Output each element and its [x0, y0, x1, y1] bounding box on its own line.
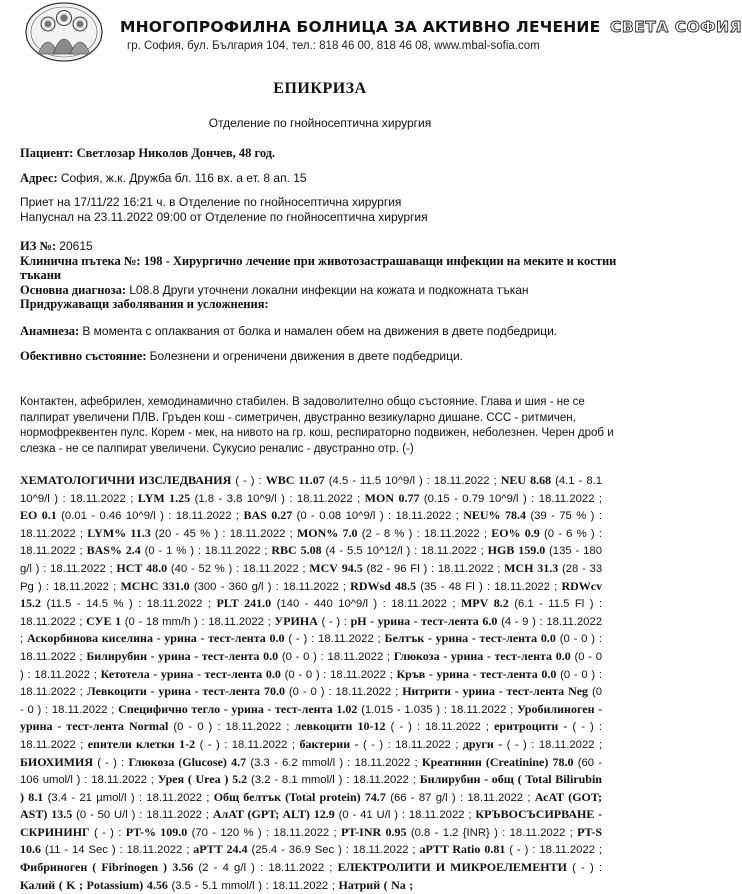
- lab-item-value: 1: [115, 613, 122, 628]
- lab-item-value: 13.5: [51, 807, 73, 822]
- lab-item-ref: ( - ): [572, 721, 594, 734]
- lab-item: [213, 789, 535, 804]
- patient-label: Пациент:: [20, 146, 74, 160]
- diagnosis-value: L08.8 Други уточнени локални инфекции на кожата и подкожната тъкан: [129, 283, 529, 297]
- lab-item-value: 8.2: [493, 596, 509, 611]
- lab-item-ref: (0 - 0 ): [173, 721, 213, 734]
- lab-item-ref: (0 - 1 % ): [144, 545, 194, 558]
- iz-label: ИЗ №:: [20, 239, 57, 253]
- lab-item-name: BAS: [243, 508, 267, 523]
- lab-item-date: : 18.11.2022 ;: [401, 809, 472, 822]
- lab-item-ref: ( - ): [390, 721, 412, 734]
- lab-item: [100, 666, 397, 681]
- lab-item-ref: (28 - 33 Pg ): [20, 562, 603, 593]
- lab-item-ref: (300 - 360 g/l ): [193, 580, 272, 593]
- lab-item-value: 0.0: [540, 631, 556, 646]
- lab-item-date: : 18.11.2022 ;: [323, 668, 393, 681]
- lab-item-date: : 18.11.2022 ;: [45, 703, 115, 716]
- lab-item-value: 1.02: [336, 701, 358, 716]
- document-title: ЕПИКРИЗА: [273, 80, 367, 97]
- lab-item-name: MON: [364, 490, 394, 505]
- lab-item-name: MCH: [504, 560, 534, 575]
- lab-item-date: : 18.11.2022 ;: [20, 721, 602, 751]
- lab-item-name: aPTT: [193, 842, 223, 857]
- lab-item-name: pH - урина - тест-лента: [350, 613, 479, 628]
- lab-item-value: 5.2: [232, 772, 248, 787]
- lab-item-date: : 18.11.2022 ;: [328, 686, 399, 699]
- lab-item-date: : 18.11.2022 ;: [443, 703, 514, 716]
- lab-item-ref: (0 - 0 ): [284, 668, 320, 681]
- lab-item: [20, 754, 128, 769]
- lab-item-name: PT-INR: [340, 824, 382, 839]
- lab-item-ref: (20 - 45 % ): [154, 527, 219, 540]
- lab-item-date: : 18.11.2022 ;: [20, 615, 603, 646]
- lab-item-value: 6.0: [482, 613, 498, 628]
- lab-item-date: : 18.11.2022 ;: [84, 774, 154, 787]
- lab-item-value: Neg: [568, 684, 589, 699]
- lab-item-ref: (1.015 - 1.035 ): [361, 703, 441, 716]
- lab-item-date: : 18.11.2022 ;: [201, 615, 271, 628]
- lab-item: [20, 862, 338, 874]
- lab-item-value: -: [563, 719, 568, 734]
- lab-item-value: 10.6: [20, 842, 41, 857]
- address-value: София, ж.к. Дружба бл. 116 вх. а ет. 8 ап. 15: [60, 171, 307, 185]
- diagnosis-line: [20, 283, 529, 298]
- lab-item: [116, 560, 309, 575]
- lab-item-value: 0.77: [398, 490, 420, 505]
- lab-item-ref: (11 - 14 Sec ): [44, 844, 116, 857]
- lab-item-ref: (135 - 180 g/l ): [20, 545, 602, 575]
- lab-item-name: NEU%: [463, 508, 501, 523]
- lab-item-value: 5.08: [300, 543, 322, 558]
- lab-item-value: 0.81: [484, 842, 506, 857]
- anamnesis-value: В момента с оплаквания от болка и намален обем на движения в двете подбедрици.: [82, 324, 558, 338]
- lab-item-date: : 18.11.2022 ;: [486, 580, 558, 593]
- lab-item-value: Normal: [128, 719, 169, 734]
- address-line: [20, 171, 307, 186]
- lab-item-ref: (0 - 50 U/l ): [76, 809, 136, 822]
- lab-item-name: Уробилиноген - урина - тест-лента: [20, 701, 603, 734]
- hospital-address: гр. София, бул. България 104, тел.: 818 46 00, 818 46 08, www.mbal-sofia.com: [127, 40, 540, 52]
- lab-item-ref: (140 - 440 10^9/l ): [276, 598, 378, 611]
- lab-item-name: EO%: [491, 525, 521, 540]
- lab-item-value: 1-2: [179, 736, 196, 751]
- lab-item-value: 0.0: [263, 648, 279, 663]
- lab-item-name: HCT: [116, 560, 143, 575]
- patient-line: [20, 146, 275, 161]
- lab-item-date: : 18.11.2022 ;: [502, 826, 573, 839]
- lab-item-name: бактерии: [299, 736, 351, 751]
- lab-item-ref: (0 - 18 mm/h ): [124, 615, 198, 628]
- lab-item-name: Специфично тегло - урина - тест-лента: [118, 701, 333, 716]
- lab-item: [338, 877, 414, 892]
- lab-item-name: MCHC: [120, 578, 159, 593]
- lab-item-date: : 18.11.2022 ;: [346, 774, 416, 787]
- hema-section-sign: ( - ) :: [235, 475, 262, 487]
- lab-item-date: : 18.11.2022 ;: [197, 545, 268, 558]
- lab-item-date: : 18.11.2022 ;: [20, 527, 602, 558]
- lab-item-value: 0.95: [385, 824, 407, 839]
- lab-item-ref: (0.8 - 1.2 {INR} ): [410, 826, 498, 839]
- lab-item-name: MPV: [460, 596, 489, 611]
- lab-item-ref: (6.1 - 11.5 Fl ): [514, 598, 594, 611]
- lab-item-name: Левкоцити - урина - тест-лента: [86, 684, 260, 699]
- lab-item-ref: (0 - 0 ): [288, 686, 325, 699]
- lab-item-date: : 18.11.2022 ;: [320, 650, 391, 663]
- admitted-line: Приет на 17/11/22 16:21 ч. в Отделение по гнойносептична хирургия: [20, 195, 402, 209]
- lab-results: [20, 472, 602, 894]
- lab-item-date: : 18.11.2022 ;: [345, 844, 416, 857]
- lab-items: [20, 475, 602, 892]
- lab-item-ref: ( - ) :: [94, 826, 122, 839]
- lab-item: [27, 633, 385, 645]
- lab-item-ref: (82 - 96 Fl ): [366, 562, 428, 575]
- lab-item-ref: (39 - 75 % ): [530, 510, 595, 523]
- lab-item: [350, 578, 561, 593]
- lab-item-date: 18.11.2022 ;: [539, 844, 603, 857]
- lab-item-name: Нитрити - урина - тест-лента: [402, 684, 565, 699]
- lab-item-name: КРЪВОСЪСИРВАНЕ - СКРИНИНГ: [20, 807, 603, 839]
- lab-item-name: Глюкоза (Glucose): [128, 754, 227, 769]
- lab-item-name: WBC: [265, 473, 295, 487]
- lab-item-value: 0.1: [41, 508, 57, 523]
- lab-item: [462, 736, 603, 751]
- lab-item: [87, 545, 272, 557]
- lab-item-value: 74.7: [364, 789, 386, 804]
- lab-item-name: MCV: [309, 560, 338, 575]
- lab-item-value: -: [354, 736, 359, 751]
- lab-item-ref: (0 - 0.08 10^9/l ): [296, 510, 384, 523]
- lab-item-value: -: [498, 736, 503, 751]
- lab-item-value: 11.07: [298, 473, 325, 487]
- anamnesis-label: Анамнеза:: [20, 324, 80, 338]
- lab-item-value: 78.0: [552, 754, 574, 769]
- lab-item-name: Урея ( Urea ): [157, 772, 229, 787]
- lab-item-value: 0.27: [271, 508, 293, 523]
- lab-item-name: RDWsd: [350, 578, 391, 593]
- lab-item-name: Креатинин (Creatinine): [421, 754, 549, 769]
- physical-status: Контактен, афебрилен, хемодинамично стабилен. В задоволително общо състояние. Глава и шия - не се палпират увеличени ПЛВ. Гръден кош - симетричен, двустранно везикуларно дишане. ССС - ритмичен, нормофреквентен пулс. Корем - мек, на нивото на гр. кош, респираторно подвижен, неболезнен. Черен дроб и слезка - не се палпират увеличени. Сукусио реналис - двустранно отр. (-): [20, 396, 614, 455]
- patient-value: Светлозар Николов Дончев, 48 год.: [76, 146, 276, 160]
- lab-item-ref: (1.8 - 3.8 10^9/l ): [194, 492, 285, 505]
- lab-item-value: 48.5: [395, 578, 417, 593]
- lab-item-name: Общ белтък (Total protein): [213, 789, 361, 804]
- lab-item-value: 4.56: [146, 877, 168, 892]
- lab-item-value: 4.7: [231, 754, 247, 769]
- lab-item-date: : 18.11.2022 ;: [217, 721, 290, 734]
- lab-item-value: 0.0: [269, 631, 285, 646]
- lab-item-date: : 18.11.2022 ;: [20, 633, 602, 663]
- lab-item: [420, 844, 603, 856]
- lab-item-date: : 18.11.2022 ;: [387, 738, 459, 751]
- lab-item-ref: (0 - 0 ): [560, 668, 596, 681]
- lab-item-date: : 18.11.2022 ;: [531, 492, 603, 505]
- lab-item-name: СУЕ: [86, 613, 112, 628]
- lab-item-name: Кръв - урина - тест-лента: [396, 666, 538, 681]
- iz-line: [20, 239, 93, 254]
- lab-item-value: 159.0: [518, 543, 546, 558]
- hospital-name-text: МНОГОПРОФИЛНА БОЛНИЦА ЗА АКТИВНО ЛЕЧЕНИЕ: [120, 18, 601, 36]
- lab-item: [193, 844, 419, 856]
- lab-item-value: 331.0: [162, 578, 190, 593]
- lab-item: [20, 510, 243, 522]
- lab-item-name: епители клетки: [87, 736, 175, 751]
- lab-item: [158, 774, 420, 786]
- lab-item: [125, 824, 341, 839]
- lab-item: [274, 613, 350, 628]
- lab-item-name: Билирубин - урина - тест-лента: [86, 648, 260, 663]
- lab-item-name: EO: [20, 508, 38, 523]
- lab-item-date: : 18.11.2022 ;: [347, 756, 418, 769]
- lab-item: [86, 648, 394, 663]
- hospital-brand: СВЕТА СОФИЯ: [610, 18, 742, 36]
- lab-item-name: УРИНА: [274, 613, 318, 628]
- lab-item-name: Натрий ( Na ;: [338, 877, 414, 892]
- lab-item-date: : 18.11.2022 ;: [459, 791, 531, 804]
- lab-item-name: MON%: [296, 525, 339, 540]
- objective-line: [20, 349, 463, 364]
- lab-item-value: 15.2: [20, 596, 41, 611]
- lab-item-name: PT-S: [577, 824, 603, 839]
- lab-item-date: : 18.11.2022 ;: [138, 598, 212, 611]
- lab-item-value: 70.0: [263, 684, 285, 699]
- lab-item-name: NEU: [500, 473, 527, 487]
- lab-item-ref: ( - ) :: [97, 756, 125, 769]
- lab-item: [137, 490, 365, 505]
- lab-item-date: : 18.11.2022 ;: [62, 492, 134, 505]
- lab-item: [309, 560, 504, 575]
- iz-value: 20615: [59, 239, 93, 253]
- lab-item-value: 0.0: [265, 666, 281, 681]
- lab-item-value: 109.0: [160, 824, 188, 839]
- lab-item-ref: (4 - 5.5 10^12/l ): [325, 545, 411, 558]
- lab-item-ref: (25.4 - 36.9 Sec ): [251, 844, 342, 857]
- lab-item-name: други: [462, 736, 494, 751]
- lab-item-value: 0.0: [555, 648, 571, 663]
- lab-item: [266, 475, 501, 487]
- lab-item-date: : 18.11.2022 ;: [430, 562, 501, 575]
- lab-item-ref: (66 - 87 g/l ): [390, 791, 456, 804]
- lab-item-ref: (0 - 41 U/l ): [338, 809, 398, 822]
- anamnesis-line: [20, 324, 557, 339]
- lab-item-ref: ( - ) :: [509, 844, 536, 857]
- lab-item-date: : 18.11.2022 ;: [27, 668, 97, 681]
- lab-item-value: 78.4: [504, 508, 526, 523]
- objective-label: Обективно състояние:: [20, 349, 147, 363]
- lab-item-date: : 18.11.2022 ;: [388, 510, 459, 523]
- lab-item-name: ЕЛЕКТРОЛИТИ И МИКРОЕЛЕМЕНТИ: [337, 860, 567, 875]
- lab-item-ref: (2 - 8 % ): [361, 527, 413, 540]
- lab-item: [87, 686, 403, 698]
- lab-item-date: : 18.11.2022 ;: [265, 879, 335, 892]
- lab-item-date: : 18.11.2022 ;: [266, 826, 337, 839]
- lab-item-date: : 18.11.2022 ;: [20, 598, 603, 628]
- lab-item-value: 3.56: [172, 860, 194, 875]
- lab-item-name: Аскорбинова киселина - урина - тест-лента: [26, 631, 266, 646]
- lab-item: [338, 862, 602, 874]
- lab-item-name: aPTT Ratio: [419, 842, 481, 857]
- lab-item: [243, 510, 463, 522]
- lab-item-date: : 18.11.2022 ;: [20, 668, 602, 699]
- clinical-pathway: Клинична пътека №: 198 - Хирургично лечение при животозастрашаващи инфекции на меките и костни: [20, 254, 617, 268]
- lab-item-value: 8.1: [28, 789, 44, 804]
- lab-item: [86, 613, 274, 628]
- lab-item-value: 0.0: [541, 666, 557, 681]
- diagnosis-label: Основна диагноза:: [20, 283, 127, 297]
- lab-item-ref: (60 - 106 umol/l ): [20, 756, 603, 787]
- lab-item-value: 94.5: [341, 560, 363, 575]
- lab-item-date: : 18.11.2022 ;: [382, 598, 456, 611]
- hospital-header: [24, 2, 742, 64]
- lab-item-ref: ( - ) :: [572, 862, 603, 875]
- lab-item-name: БИОХИМИЯ: [20, 754, 93, 769]
- lab-item: [120, 578, 350, 593]
- lab-item-date: : 18.11.2022 ;: [531, 738, 603, 751]
- lab-item-name: RDWcv: [561, 578, 603, 593]
- lab-item-date: : 18.11.2022 ;: [20, 510, 602, 540]
- lab-item: [87, 525, 297, 540]
- lab-item: [364, 490, 603, 505]
- lab-item: [118, 701, 517, 716]
- lab-item-ref: ( - ): [506, 738, 527, 751]
- lab-item-name: Белтък - урина - тест-лента: [384, 631, 538, 646]
- lab-item: [128, 754, 421, 769]
- lab-item-date: : 18.11.2022 ;: [168, 510, 240, 523]
- lab-item-date: : 18.11.2022 ;: [426, 475, 497, 487]
- lab-item-date: : 18.11.2022 ;: [119, 844, 190, 857]
- lab-item-ref: (3.5 - 5.1 mmol/l ): [171, 879, 262, 892]
- lab-item: [340, 824, 577, 839]
- lab-item-name: LYM%: [87, 525, 127, 540]
- lab-item-value: 11.3: [130, 525, 151, 540]
- lab-item-value: 2.4: [125, 543, 141, 558]
- hospital-logo-icon: [24, 2, 104, 62]
- lab-item-value: 10-12: [357, 719, 386, 734]
- address-label: Адрес:: [20, 171, 58, 185]
- lab-item-date: : 18.11.2022 ;: [138, 791, 210, 804]
- lab-item-value: 8.68: [530, 473, 552, 487]
- lab-item-ref: ( - ): [362, 738, 384, 751]
- lab-item: [296, 525, 491, 540]
- lab-item-name: Фибриноген ( Fibrinogen ): [20, 860, 168, 875]
- lab-item-date: : 18.11.2022 ;: [414, 545, 484, 558]
- lab-item-ref: (3.3 - 6.2 mmol/l ): [250, 756, 344, 769]
- lab-item-date: : 18.11.2022 ;: [275, 580, 346, 593]
- lab-item-name: PT-%: [125, 824, 156, 839]
- lab-item: [216, 598, 460, 610]
- lab-item-value: 0.9: [524, 525, 540, 540]
- lab-item: [299, 736, 462, 751]
- lab-item: [20, 877, 339, 892]
- lab-item-ref: (2 - 4 g/l ): [198, 862, 255, 875]
- lab-item-date: : 18.11.2022 ;: [236, 562, 306, 575]
- clinical-pathway-cont: тъкани: [20, 268, 62, 282]
- lab-item-ref: (0 - 0 ): [281, 650, 317, 663]
- lab-item-ref: (0 - 0 ): [20, 650, 603, 681]
- lab-item-date: : 18.11.2022 ;: [43, 562, 113, 575]
- lab-item-ref: (70 - 120 % ): [191, 826, 262, 839]
- lab-item: [213, 809, 476, 821]
- lab-item-date: : 18.11.2022 ;: [260, 862, 333, 875]
- lab-item-name: LYM: [137, 490, 165, 505]
- lab-item-date: : 18.11.2022 ;: [45, 580, 117, 593]
- lab-item-date: : 18.11.2022 ;: [289, 492, 361, 505]
- lab-item-name: RBC: [271, 543, 297, 558]
- lab-item-name: АлАТ (GPT; ALT): [212, 807, 310, 822]
- lab-item-ref: (3.4 - 21 µmol/l ): [47, 791, 135, 804]
- objective-value: Болезнени и огреничени движения в двете подбедрици.: [149, 349, 464, 363]
- hema-section-title: ХЕМАТОЛОГИЧНИ ИЗСЛЕДВАНИЯ: [20, 473, 232, 487]
- lab-item-name: BAS%: [86, 543, 122, 558]
- lab-item-value: 12.9: [313, 807, 335, 822]
- lab-item-date: : 18.11.2022 ;: [139, 809, 209, 822]
- lab-item: [87, 736, 300, 751]
- lab-item-name: левкоцити: [294, 719, 353, 734]
- lab-item-value: 241.0: [244, 596, 272, 611]
- lab-item-ref: (4.5 - 11.5 10^9/l ): [328, 475, 423, 487]
- department: Отделение по гнойносептична хирургия: [208, 116, 432, 130]
- lab-item-date: : 18.11.2022 ;: [222, 527, 293, 540]
- lab-item-value: 7.0: [342, 525, 358, 540]
- lab-item: [294, 721, 494, 733]
- lab-item-value: 48.0: [146, 560, 168, 575]
- hospital-name: [120, 18, 742, 36]
- lab-item-ref: (0.01 - 0.46 10^9/l ): [61, 510, 164, 523]
- lab-item-ref: ( - ) :: [288, 633, 315, 646]
- lab-item-ref: (11.5 - 14.5 % ): [46, 598, 133, 611]
- lab-item-name: АсАТ (GOT; AST): [20, 789, 603, 822]
- discharged-line: Напуснал на 23.11.2022 09:00 от Отделение по гнойносептична хирургия: [20, 210, 428, 224]
- lab-item-value: 31.3: [537, 560, 559, 575]
- lab-item-date: : 18.11.2022 ;: [224, 738, 296, 751]
- lab-item-date: : 18.11.2022 ;: [416, 527, 487, 540]
- lab-item-ref: ( - ) :: [321, 615, 347, 628]
- lab-item-name: Глюкоза - урина - тест-лента: [393, 648, 553, 663]
- lab-item-name: еритроцити: [494, 719, 559, 734]
- lab-item-ref: ( - ): [199, 738, 220, 751]
- lab-item-date: : 18.11.2022 ;: [416, 721, 490, 734]
- lab-item-ref: (0 - 0 ): [20, 686, 603, 716]
- lab-item-ref: (35 - 48 Fl ): [420, 580, 483, 593]
- lab-item-name: Калий ( K ; Potassium): [20, 877, 144, 892]
- lab-item-name: Билирубин - общ ( Total Bilirubin ): [20, 772, 602, 804]
- lab-item-name: HGB: [487, 543, 515, 558]
- lab-item-ref: (0 - 0 ): [559, 633, 596, 646]
- lab-item: [271, 545, 487, 557]
- lab-item-value: 24.4: [226, 842, 248, 857]
- lab-item-ref: (3.2 - 8.1 mmol/l ): [251, 774, 343, 787]
- lab-item-ref: (40 - 52 % ): [170, 562, 233, 575]
- comorbidities-label: Придружаващи заболявания и усложнения:: [20, 297, 269, 311]
- lab-item-ref: (4.1 - 8.1 10^9/l ): [20, 475, 603, 505]
- lab-item-ref: (4 - 9 ): [501, 615, 536, 628]
- lab-item-value: 1.25: [169, 490, 191, 505]
- lab-item-ref: (0 - 6 % ): [543, 527, 595, 540]
- lab-item-name: PLT: [216, 596, 239, 611]
- lab-item-ref: (0.15 - 0.79 10^9/l ): [423, 492, 527, 505]
- lab-item-date: 18.11.2022 ;: [318, 633, 381, 646]
- lab-item-name: Кетотела - урина - тест-лента: [100, 666, 263, 681]
